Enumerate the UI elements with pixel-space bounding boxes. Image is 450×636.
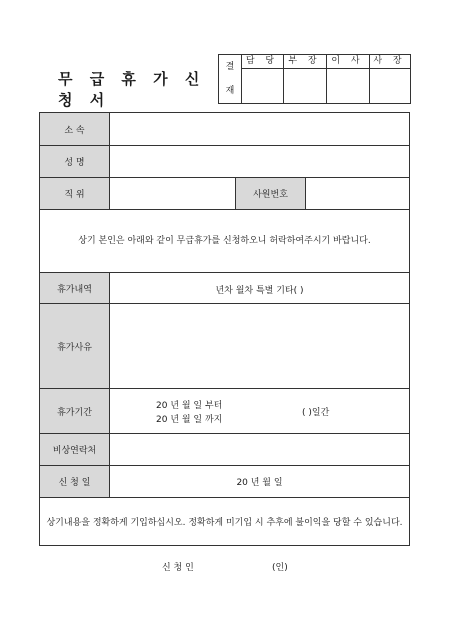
form-title: 무 급 휴 가 신 청 서	[58, 70, 206, 109]
approval-box	[218, 54, 411, 104]
reason-label: 휴가사유	[40, 304, 110, 388]
leave-type-options[interactable]: 년차 월차 특별 기타( )	[215, 286, 304, 296]
leave-form	[39, 112, 410, 546]
approval-role-director: 이 사	[326, 55, 369, 69]
approval-role-manager: 부 장	[283, 55, 326, 69]
approval-col-manager	[283, 55, 327, 103]
approval-side-label	[219, 55, 242, 103]
period-days[interactable]: ( )일간	[302, 408, 330, 418]
applicant-seal[interactable]: (인)	[272, 563, 288, 573]
name-field[interactable]	[110, 146, 409, 177]
approval-col-staff	[241, 55, 284, 103]
position-field[interactable]	[110, 178, 236, 209]
emergency-contact-label: 비상연락처	[40, 434, 110, 465]
affiliation-label: 소 속	[40, 113, 110, 145]
employee-no-label: 사원번호	[236, 178, 306, 209]
period-to[interactable]: 20 년 월 일 까지	[156, 415, 223, 425]
position-label: 직 위	[40, 178, 110, 209]
apply-date-value[interactable]: 20 년 월 일	[236, 478, 283, 488]
approval-side-bottom: 재	[225, 86, 235, 96]
affiliation-field[interactable]	[110, 113, 409, 145]
period-from[interactable]: 20 년 월 일 부터	[156, 401, 223, 411]
name-label: 성 명	[40, 146, 110, 177]
approval-col-president	[369, 55, 410, 103]
approval-side-top: 결	[225, 62, 235, 72]
employee-no-field[interactable]	[306, 178, 409, 209]
apply-date-label: 신 청 일	[40, 466, 110, 497]
request-statement: 상기 본인은 아래와 같이 무급휴가를 신청하오니 허락하여주시기 바랍니다.	[78, 236, 371, 246]
emergency-contact-field[interactable]	[110, 434, 409, 465]
approval-col-director	[326, 55, 370, 103]
reason-field[interactable]	[110, 304, 409, 388]
approval-role-president: 사 장	[369, 55, 410, 69]
period-label: 휴가기간	[40, 389, 110, 433]
leave-type-label: 휴가내역	[40, 273, 110, 303]
notice-text: 상기내용을 정확하게 기입하십시오. 정확하게 미기입 시 추후에 불이익을 당할 수 있습니다.	[46, 518, 403, 528]
applicant-label: 신 청 인	[162, 563, 194, 573]
approval-role-staff: 담 당	[241, 55, 283, 69]
